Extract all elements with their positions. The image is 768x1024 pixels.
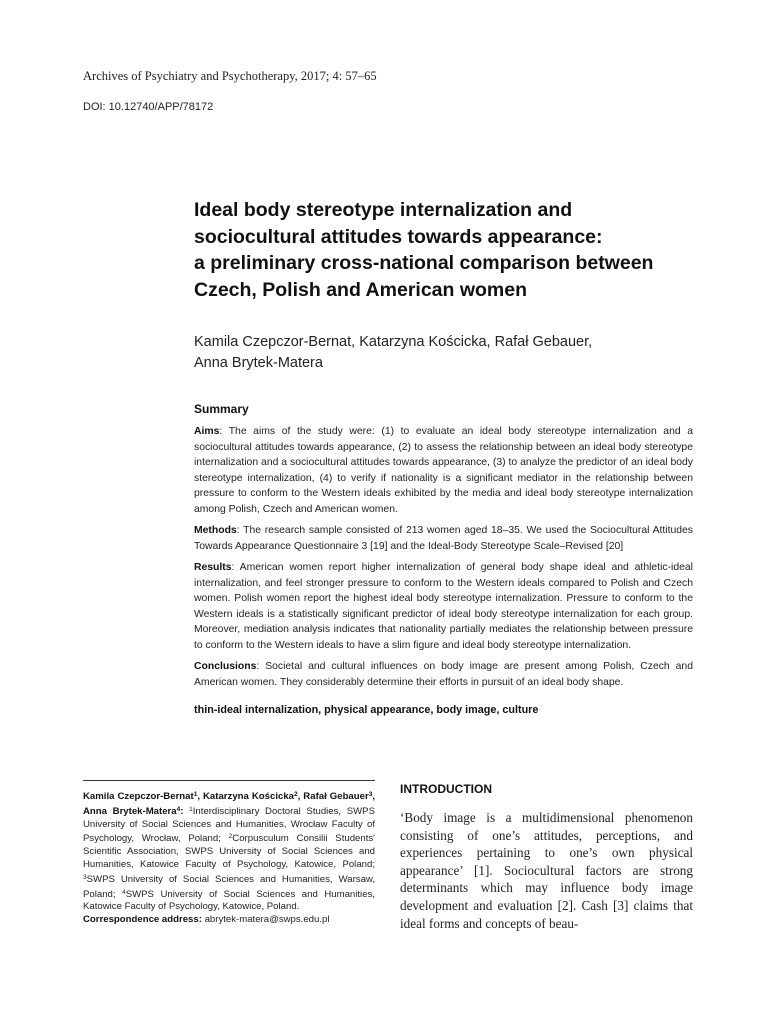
abstract [194,424,693,696]
correspondence-label: Correspondence address: [83,914,202,926]
introduction-text [400,809,693,932]
title-line: sociocultural attitudes towards appearance: [194,225,603,248]
journal-citation: Archives of Psychiatry and Psychotherapy, 2017; 4: 57–65 [83,69,377,83]
abstract-methods [194,523,693,554]
correspondence-email: abrytek-matera@swps.edu.pl [201,914,330,926]
title-line: Ideal body stereotype internalization and [194,199,573,221]
abstract-aims [194,424,693,517]
aims-label: Aims [194,426,220,437]
doi: DOI: 10.12740/APP/78172 [83,101,214,113]
author-list [194,332,714,374]
keywords: thin-ideal internalization, physical appearance, body image, culture [194,704,539,716]
author-line: Anna Brytek-Matera [194,355,323,371]
footnote-divider [83,780,375,781]
conclusions-text: : Societal and cultural influences on body image are present among Polish, Czech and American women. They considerably determine their efforts in pursuit of an ideal body shape. [194,661,693,688]
conclusions-label: Conclusions [194,661,257,672]
abstract-results [194,560,693,653]
affiliation-authors: Kamila Czepczor-Bernat$^1$, Katarzyna Kościcka$^2$, Rafał Gebauer$^3$, Anna Brytek-Matera$^4$: [83,791,375,817]
title-line: Czech, Polish and American women [194,278,528,301]
aims-text: : The aims of the study were: (1) to evaluate an ideal body stereotype internalization and a sociocultural attitudes towards appearance, (2) to assess the relationship between an ideal body stereotype internalization and a sociocultural attitudes towards appearance, (3) to analyze the predictor of an ideal body stereotype internalization, (4) to verify if nationality is a significant mediator in the relationship between pressure to conform to the Western ideals exhibited by the media and ideal body stereotype internalization among Polish, Czech and American women. [194,426,693,515]
article-title [194,197,714,303]
summary-heading: Summary [194,402,249,416]
introduction-heading: INTRODUCTION [400,782,492,796]
results-label: Results [194,562,232,573]
methods-text: : The research sample consisted of 213 women aged 18–35. We used the Sociocultural Attitudes Towards Appearance Questionnaire 3 [19] and the Ideal-Body Stereotype Scale–Revised [20] [194,525,693,552]
affiliations-footnote: Kamila Czepczor-Bernat$^1$, Katarzyna Kościcka$^2$, Rafał Gebauer$^3$, Anna Brytek-Matera$^4$: $^1$Interdisciplinary Doctoral Studies, SWPS University of Social Sciences and Humanities, Wrocław Faculty of Psychology, Wrocław, Poland; $^2$Corpusculum Consilii Students' Scientific Association, SWPS University of Social Sciences and Humanities, Katowice Faculty of Psychology, Katowice, Poland; $^3$SWPS University of Social Sciences and Humanities, Warsaw, Poland; $^4$SWPS University of Social Sciences and Humanities, Katowice Faculty of Psychology, Katowice, Poland. Correspondence address: abrytek-matera@swps.edu.pl [83,791,375,926]
introduction-paragraph: ‘Body image is a multidimensional phenomenon consisting of one’s attitudes, perceptions, and experiences pertaining to one’s own physical appearance’ [1]. Sociocultural factors are strong determinants which may influence body image development and evaluation [2]. Cash [3] claims that ideal forms and concepts of beau- [400,810,693,931]
author-line: Kamila Czepczor-Bernat, Katarzyna Kościcka, Rafał Gebauer, [194,334,593,350]
methods-label: Methods [194,525,237,536]
results-text: : American women report higher internalization of general body shape ideal and athletic-ideal internalization, and feel stronger pressure to conform to the Western ideals compared to Polish and Czech women. Polish women report the highest ideal body stereotype internalization. Pressure to conform to the Western ideals is a statistically significant predictor of ideal body stereotype internalization for each group. Moreover, mediation analysis indicates that nationality partially mediates the relationship between pressure to conform to the Western ideals to have a slim figure and ideal body stereotype internalization. [194,562,693,651]
abstract-conclusions [194,659,693,690]
title-line: a preliminary cross-national comparison between [194,252,654,274]
